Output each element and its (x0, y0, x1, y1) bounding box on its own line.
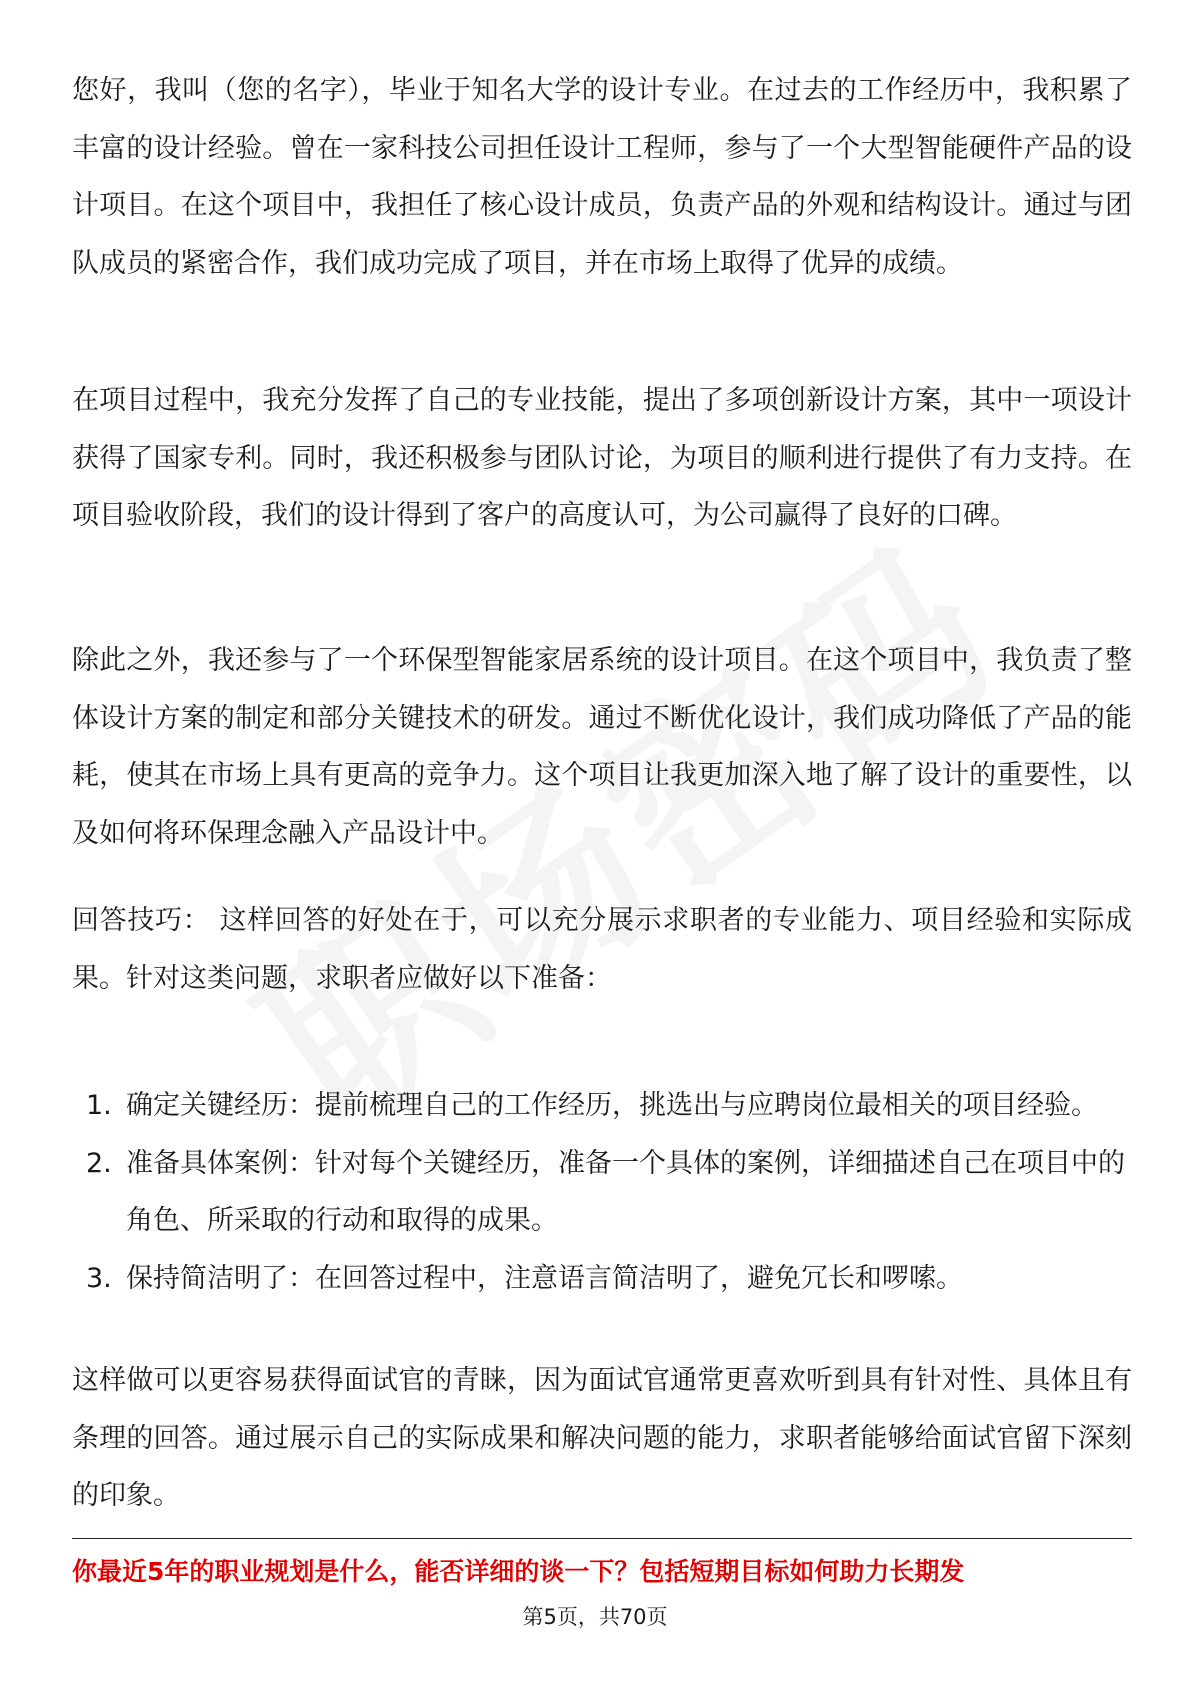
list-item (72, 1135, 1132, 1250)
list-item (72, 1250, 1132, 1308)
list-item-text: 确定关键经历：提前梳理自己的工作经历，挑选出与应聘岗位最相关的项目经验。 (126, 1090, 1098, 1121)
list-item-number: 3. (86, 1262, 112, 1294)
next-question-heading: 你最近5年的职业规划是什么，能否详细的谈一下？包括短期目标如何助力长期发 (72, 1557, 965, 1586)
paragraph-intro: 您好，我叫（您的名字），毕业于知名大学的设计专业。在过去的工作经历中，我积累了丰富的设计经验。曾在一家科技公司担任设计工程师，参与了一个大型智能硬件产品的设计项目。在这个项目中，我担任了核心设计成员，负责产品的外观和结构设计。通过与团队成员的紧密合作，我们成功完成了项目，并在市场上取得了优异的成绩。 (72, 75, 1132, 279)
list-item-number: 2. (86, 1147, 112, 1179)
list-item (72, 1077, 1132, 1135)
paragraph-project-process: 在项目过程中，我充分发挥了自己的专业技能，提出了多项创新设计方案，其中一项设计获得了国家专利。同时，我还积极参与团队讨论，为项目的顺利进行提供了有力支持。在项目验收阶段，我们的设计得到了客户的高度认可，为公司赢得了良好的口碑。 (72, 385, 1132, 531)
preparation-steps-list (72, 1077, 1132, 1307)
list-item-text: 保持简洁明了：在回答过程中，注意语言简洁明了，避免冗长和啰嗦。 (126, 1262, 963, 1294)
page-number: 第5页，共70页 (522, 1605, 668, 1629)
paragraph-answer-tips: 回答技巧： 这样回答的好处在于，可以充分展示求职者的专业能力、项目经验和实际成果。针对这类问题，求职者应做好以下准备： (72, 905, 1132, 994)
list-item-number: 1. (86, 1090, 112, 1121)
paragraph-conclusion: 这样做可以更容易获得面试官的青睐，因为面试官通常更喜欢听到具有针对性、具体且有条理的回答。通过展示自己的实际成果和解决问题的能力，求职者能够给面试官留下深刻的印象。 (72, 1365, 1132, 1511)
section-divider (72, 1538, 1132, 1539)
paragraph-smart-home-project: 除此之外，我还参与了一个环保型智能家居系统的设计项目。在这个项目中，我负责了整体设计方案的制定和部分关键技术的研发。通过不断优化设计，我们成功降低了产品的能耗，使其在市场上具有更高的竞争力。这个项目让我更加深入地了解了设计的重要性，以及如何将环保理念融入产品设计中。 (72, 645, 1132, 849)
list-item-text: 准备具体案例：针对每个关键经历，准备一个具体的案例，详细描述自己在项目中的角色、所采取的行动和取得的成果。 (126, 1147, 1125, 1236)
